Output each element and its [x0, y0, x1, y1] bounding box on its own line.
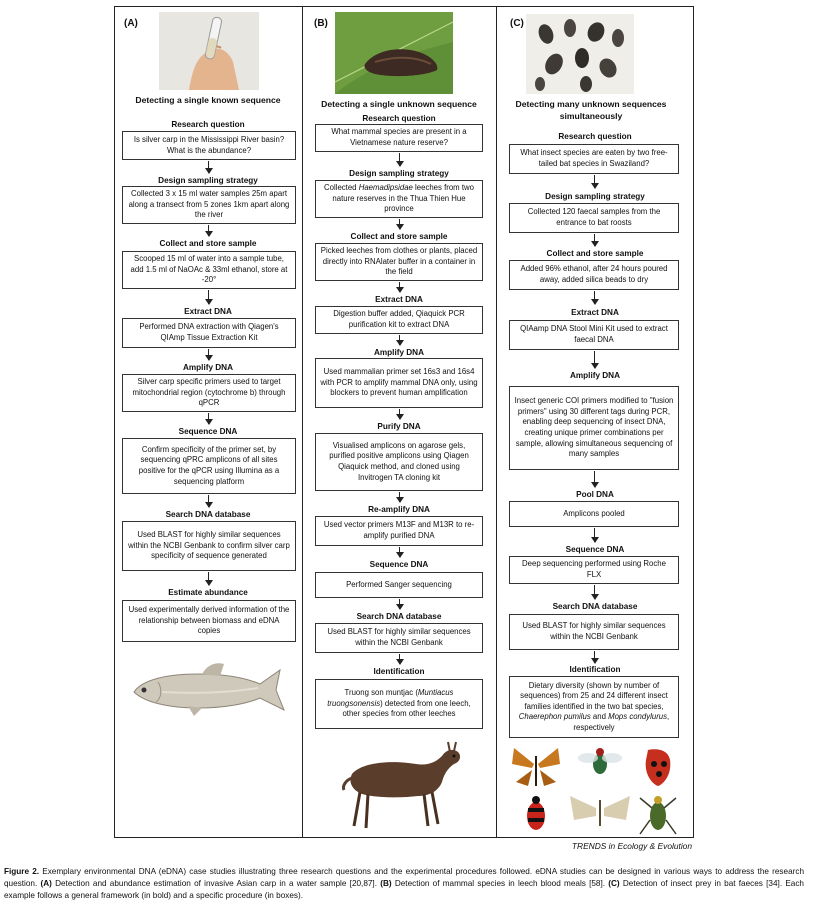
c-step6-heading: Pool DNA	[576, 490, 614, 499]
c-step2-heading: Design sampling strategy	[545, 192, 645, 201]
a-arrow-3	[208, 290, 209, 304]
figure-caption: Figure 2. Exemplary environmental DNA (eDNA) case studies illustrating three research questions and the experimental procedures followed. eDNA studies can be designed in various ways to address the research question. (A) Detection and abundance estimation of invasive Asian carp in a water sample [20,87]. (B) Detection of mammal species in leech blood meals [58]. (C) Detection of insect prey in bat faeces [34]. Each example follows a general framework (in bold) and a specific procedure (in boxes).	[4, 867, 804, 901]
a-step3-heading: Collect and store sample	[159, 239, 257, 248]
b-arrow-4	[399, 335, 400, 345]
a-step5-box: Silver carp specific primers used to target mitochondrial region (cytochrome b) through qPCR	[122, 374, 296, 412]
b-step10-heading: Identification	[373, 667, 425, 676]
a-step5-heading: Amplify DNA	[182, 363, 234, 372]
b-step6-heading: Purify DNA	[377, 422, 421, 431]
silver-carp-image	[128, 658, 288, 720]
c-step1-box: What insect species are eaten by two free-tailed bat species in Swaziland?	[509, 144, 679, 174]
a-arrow-4	[208, 349, 209, 360]
a-arrow-2	[208, 225, 209, 236]
ref-b-link[interactable]: [58]	[589, 879, 603, 889]
c-step5-box: Insect generic COI primers modified to "fusion primers" using 30 different tags during PCR, enabling deep sequencing of insect DNA, creating unique primer combinations per sample, allowing simultaneous sequencing of many samples	[509, 386, 679, 470]
a-step8-heading: Estimate abundance	[168, 588, 248, 597]
b-step2-heading: Design sampling strategy	[349, 169, 449, 178]
panel-b-title: Detecting a single unknown sequence	[321, 99, 477, 109]
b-step1-heading: Research question	[362, 114, 436, 123]
b-step3-box: Picked leeches from clothes or plants, placed directly into RNAlater buffer in a container in the field	[315, 243, 483, 281]
c-step7-heading: Sequence DNA	[565, 545, 625, 554]
a-step2-box: Collected 3 x 15 ml water samples 25m apart along a transect from 5 zones 1km apart along the river	[122, 186, 296, 224]
c-step5-heading: Amplify DNA	[569, 371, 621, 380]
a-step2-heading: Design sampling strategy	[158, 176, 258, 185]
c-arrow-5	[594, 471, 595, 487]
leech-on-leaf-image	[335, 12, 453, 94]
b-step7-heading: Re-amplify DNA	[368, 505, 430, 514]
b-step6-box: Visualised amplicons on agarose gels, purified positive amplicons using Qiagen Qiaquick method, and cloned using Invitrogen TA cloning kit	[315, 433, 483, 491]
c-step8-box: Used BLAST for highly similar sequences within the NCBI Genbank	[509, 614, 679, 650]
b-arrow-8	[399, 599, 400, 609]
cricket-icon	[640, 796, 676, 834]
a-step6-box: Confirm specificity of the primer set, by sequencing qPRC amplicons of all sites positive for the qPCR using Illumina as a sequencing platform	[122, 438, 296, 494]
butterfly-icon	[512, 748, 560, 786]
a-arrow-5	[208, 413, 209, 424]
panel-a-title: Detecting a single known sequence	[135, 95, 281, 105]
c-arrow-4	[594, 351, 595, 368]
b-step5-heading: Amplify DNA	[373, 348, 425, 357]
panel-b	[302, 6, 496, 838]
b-step1-box: What mammal species are present in a Vietnamese nature reserve?	[315, 124, 483, 152]
c-step6-box: Amplicons pooled	[509, 501, 679, 527]
c-step4-heading: Extract DNA	[571, 308, 619, 317]
c-step2-box: Collected 120 faecal samples from the entrance to bat roosts	[509, 203, 679, 233]
b-arrow-5	[399, 409, 400, 419]
ref-c-link[interactable]: [34]	[766, 879, 780, 889]
b-arrow-3	[399, 282, 400, 292]
shield-bug-icon	[646, 749, 671, 786]
a-step7-heading: Search DNA database	[165, 510, 251, 519]
b-arrow-9	[399, 654, 400, 664]
b-arrow-1	[399, 153, 400, 166]
fly-icon	[578, 748, 622, 774]
b-step7-box: Used vector primers M13F and M13R to re-amplify purified DNA	[315, 516, 483, 546]
c-step8-heading: Search DNA database	[552, 602, 638, 611]
a-step1-heading: Research question	[171, 120, 245, 129]
c-arrow-3	[594, 291, 595, 304]
beetle-icon	[527, 796, 545, 830]
sample-tube-image	[159, 12, 259, 90]
b-arrow-7	[399, 547, 400, 557]
b-step4-heading: Extract DNA	[375, 295, 423, 304]
a-step3-box: Scooped 15 ml of water into a sample tube, add 1.5 ml of NaOAc & 33ml ethanol, store at -20°	[122, 251, 296, 289]
b-step4-box: Digestion buffer added, Qiaquick PCR purification kit to extract DNA	[315, 306, 483, 334]
a-step4-heading: Extract DNA	[184, 307, 232, 316]
b-step10-box: Truong son muntjac (Muntiacus truongsonensis) detected from one leech, other species from other leeches	[315, 679, 483, 729]
b-step8-heading: Sequence DNA	[369, 560, 429, 569]
a-step6-heading: Sequence DNA	[178, 427, 238, 436]
b-step9-heading: Search DNA database	[356, 612, 442, 621]
panel-a	[114, 6, 302, 838]
panel-b-label: (B)	[314, 18, 328, 29]
insects-image	[508, 742, 688, 838]
ref-a-link[interactable]: [20,87]	[349, 879, 375, 889]
panel-c-title: Detecting many unknown sequences simultaneously	[515, 99, 667, 121]
b-step5-box: Used mammalian primer set 16s3 and 16s4 with PCR to amplify mammal DNA only, using blockers to prevent human amplification	[315, 358, 483, 408]
c-step7-box: Deep sequencing performed using Roche FLX	[509, 556, 679, 584]
c-arrow-8	[594, 651, 595, 663]
b-step2-box: Collected Haemadipsidae leeches from two nature reserves in the Thua Thien Hue province	[315, 180, 483, 218]
c-arrow-6	[594, 528, 595, 542]
b-step8-box: Performed Sanger sequencing	[315, 572, 483, 598]
c-step3-heading: Collect and store sample	[546, 249, 644, 258]
b-arrow-6	[399, 492, 400, 502]
panel-c-label: (C)	[510, 18, 524, 29]
a-arrow-7	[208, 572, 209, 585]
bat-faeces-image	[526, 14, 634, 94]
c-step3-box: Added 96% ethanol, after 24 hours poured away, added silica beads to dry	[509, 260, 679, 290]
moth-icon	[570, 796, 630, 826]
c-step9-box: Dietary diversity (shown by number of sequences) from 25 and 24 different insect families identified in the two bat species, Chaerephon pumilus and Mops condylurus, respectively	[509, 676, 679, 738]
a-arrow-6	[208, 495, 209, 507]
c-arrow-1	[594, 175, 595, 188]
a-step8-box: Used experimentally derived information of the relationship between biomass and eDNA copies	[122, 600, 296, 642]
a-step4-box: Performed DNA extraction with Qiagen's QIAmp Tissue Extraction Kit	[122, 318, 296, 348]
a-step1-box: Is silver carp in the Mississippi River basin? What is the abundance?	[122, 131, 296, 160]
b-arrow-2	[399, 219, 400, 229]
a-step7-box: Used BLAST for highly similar sequences within the NCBI Genbank to confirm silver carp specificity of sequence generated	[122, 521, 296, 571]
c-arrow-7	[594, 585, 595, 599]
c-step9-heading: Identification	[569, 665, 621, 674]
c-arrow-2	[594, 234, 595, 246]
b-step9-box: Used BLAST for highly similar sequences within the NCBI Genbank	[315, 623, 483, 653]
b-step3-heading: Collect and store sample	[350, 232, 448, 241]
panel-c	[496, 6, 694, 838]
journal-credit: TRENDS in Ecology & Evolution	[571, 841, 692, 851]
a-arrow-1	[208, 161, 209, 173]
panel-a-label: (A)	[124, 18, 138, 29]
muntjac-image	[332, 738, 468, 832]
c-step1-heading: Research question	[558, 132, 632, 141]
c-step4-box: QIAamp DNA Stool Mini Kit used to extract faecal DNA	[509, 320, 679, 350]
